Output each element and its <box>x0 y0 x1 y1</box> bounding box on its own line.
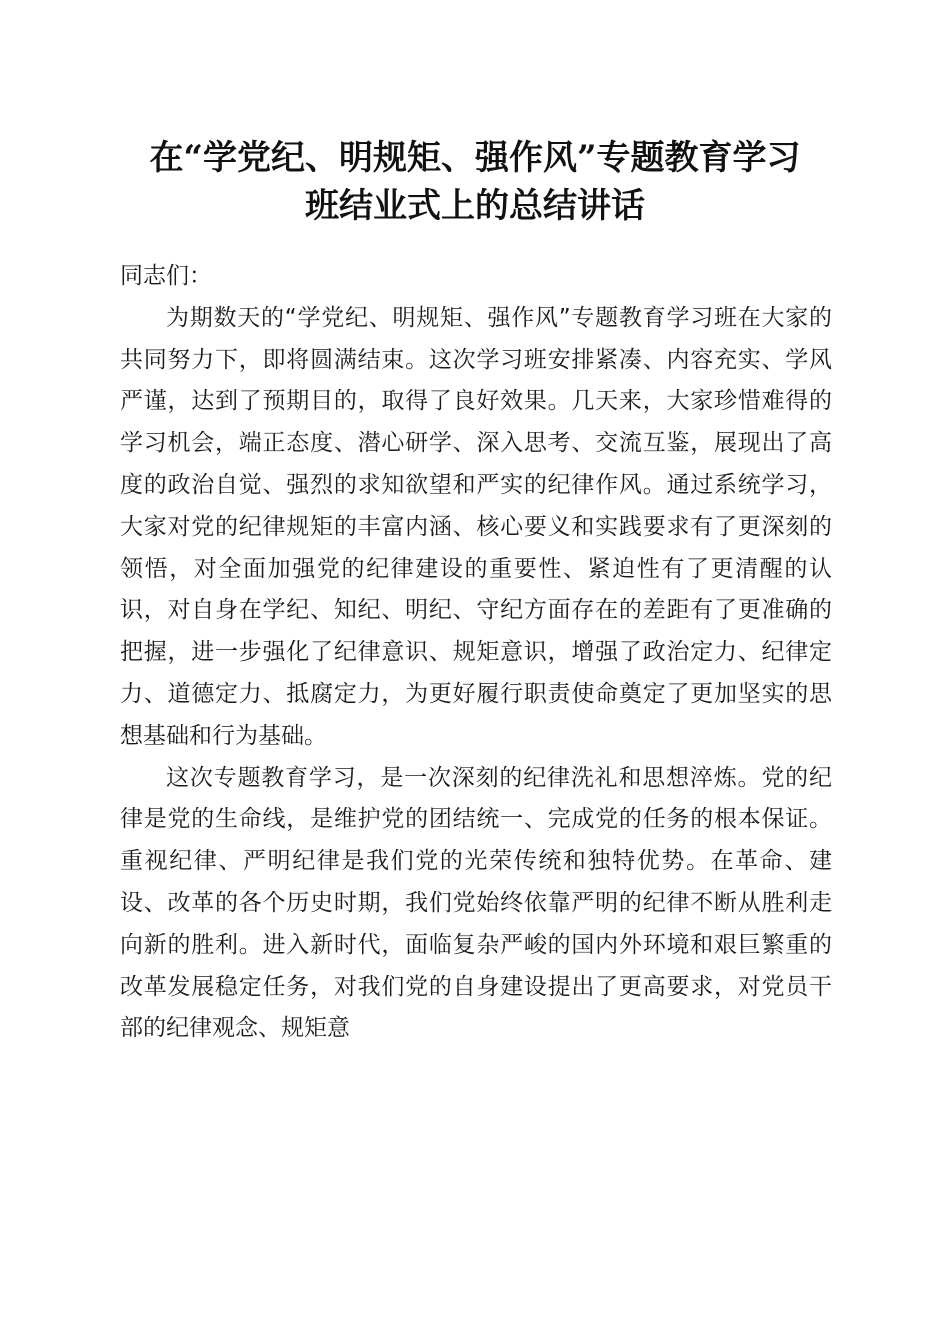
document-title <box>100 134 850 230</box>
document-body <box>120 256 832 1050</box>
title-line-2: 班结业式上的总结讲话 <box>305 186 645 226</box>
paragraph-1: 为期数天的“学党纪、明规矩、强作风”专题教育学习班在大家的共同努力下，即将圆满结束。这次学习班安排紧凑、内容充实、学风严谨，达到了预期目的，取得了良好效果。几天来，大家珍惜难得的学习机会，端正态度、潜心研学、深入思考、交流互鉴，展现出了高度的政治自觉、强烈的求知欲望和严实的纪律作风。通过系统学习，大家对党的纪律规矩的丰富内涵、核心要义和实践要求有了更深刻的领悟，对全面加强党的纪律建设的重要性、紧迫性有了更清醒的认识，对自身在学纪、知纪、明纪、守纪方面存在的差距有了更准确的把握，进一步强化了纪律意识、规矩意识，增强了政治定力、纪律定力、道德定力、抵腐定力，为更好履行职责使命奠定了更加坚实的思想基础和行为基础。 <box>120 304 832 749</box>
salutation: 同志们： <box>120 263 212 289</box>
title-line-1: 在“学党纪、明规矩、强作风”专题教育学习 <box>149 138 801 178</box>
paragraph-2: 这次专题教育学习，是一次深刻的纪律洗礼和思想淬炼。党的纪律是党的生命线，是维护党的团结统一、完成党的任务的根本保证。重视纪律、严明纪律是我们党的光荣传统和独特优势。在革命、建设、改革的各个历史时期，我们党始终依靠严明的纪律不断从胜利走向新的胜利。进入新时代，面临复杂严峻的国内外环境和艰巨繁重的改革发展稳定任务，对我们党的自身建设提出了更高要求，对党员干部的纪律观念、规矩意 <box>120 764 832 1042</box>
